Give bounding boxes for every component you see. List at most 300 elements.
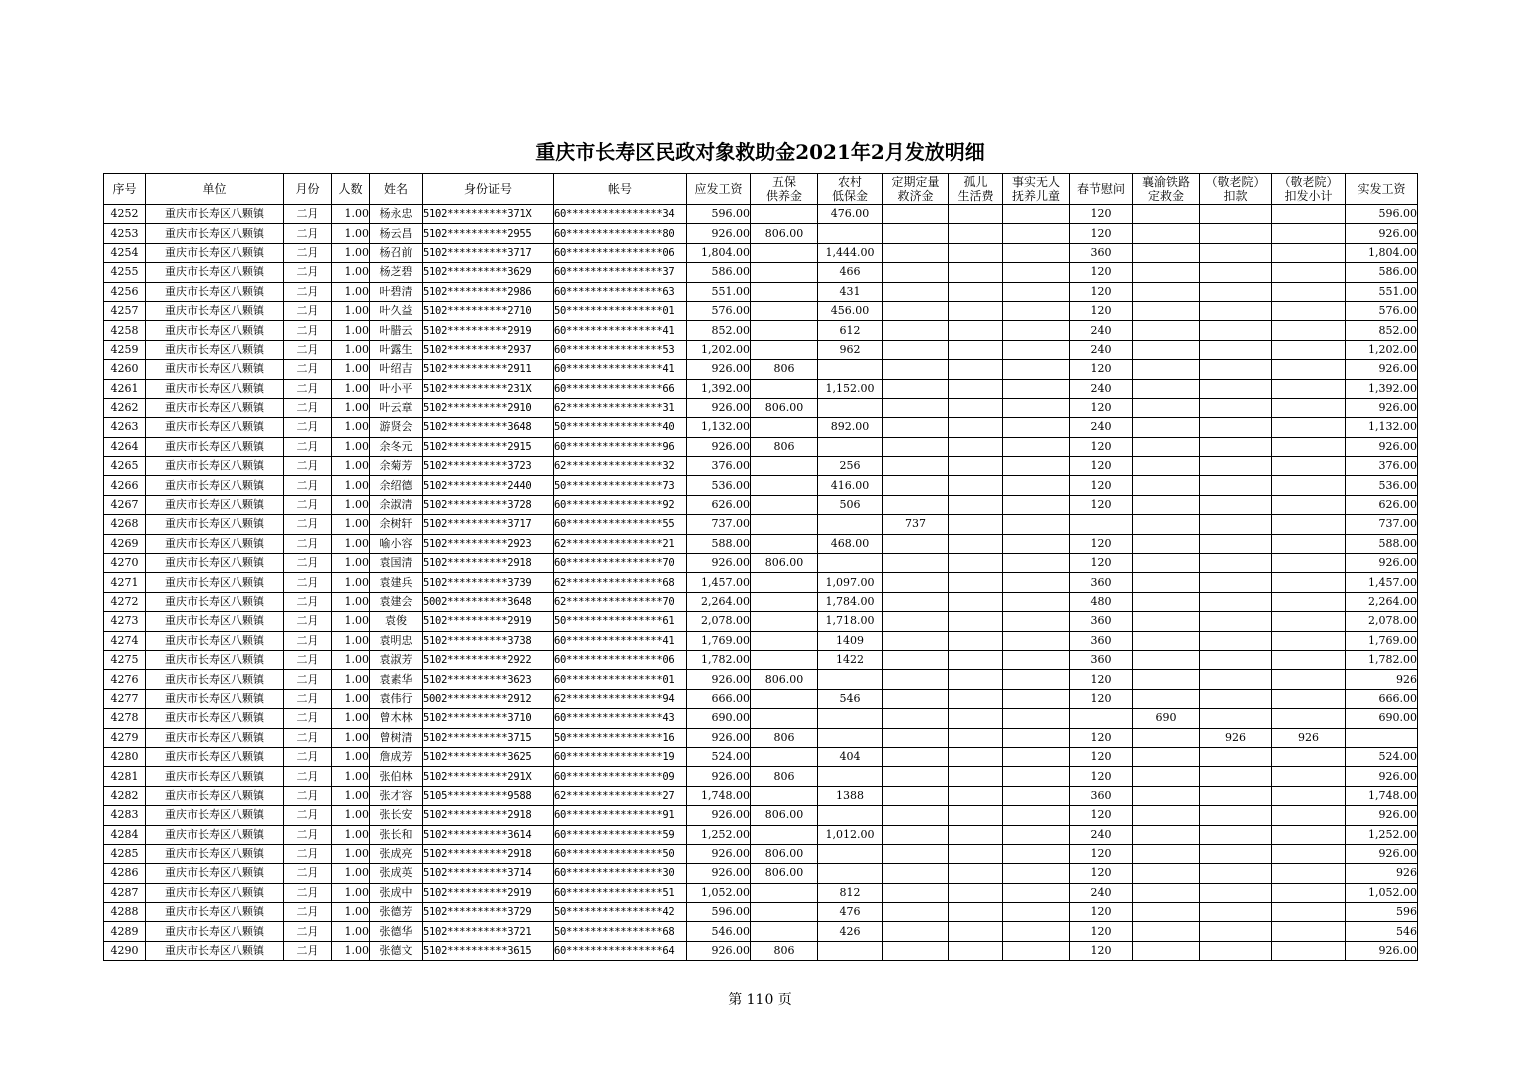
table-row: [104, 476, 1418, 495]
col-gross-pay-cell: 524.00: [687, 747, 751, 766]
col-gross-pay-cell: 576.00: [687, 301, 751, 320]
col-unattended-children-cell: [1003, 922, 1070, 941]
col-name-cell: 张长和: [370, 825, 423, 844]
col-gross-pay-cell: 596.00: [687, 903, 751, 922]
col-name-cell: 张伯林: [370, 767, 423, 786]
col-month-cell: 二月: [284, 515, 332, 534]
col-name-cell: 袁素华: [370, 670, 423, 689]
col-unit-cell: 重庆市长寿区八颗镇: [146, 670, 284, 689]
col-railway-relief-cell: [1133, 864, 1200, 883]
col-periodic-relief-cell: [883, 844, 949, 863]
col-five-guarantee-cell: 806.00: [751, 554, 818, 573]
col-railway-relief-cell: [1133, 922, 1200, 941]
col-id-number-cell: 5102**********2919: [423, 321, 554, 340]
col-month-cell: 二月: [284, 689, 332, 708]
col-unattended-children-cell: [1003, 709, 1070, 728]
col-net-pay-cell: 576.00: [1346, 301, 1418, 320]
col-nursing-deduction-cell: 926: [1200, 728, 1272, 747]
col-account-cell: 60****************53: [554, 340, 687, 359]
col-count-cell: 1.00: [332, 806, 370, 825]
col-account-cell: 60****************63: [554, 282, 687, 301]
col-index-cell: 4255: [104, 263, 146, 282]
table-row: [104, 864, 1418, 883]
col-month-cell: 二月: [284, 398, 332, 417]
col-index-cell: 4264: [104, 437, 146, 456]
col-name-cell: 余淑清: [370, 495, 423, 514]
col-count-cell: 1.00: [332, 360, 370, 379]
col-railway-relief-cell: [1133, 379, 1200, 398]
col-month-cell: 二月: [284, 650, 332, 669]
col-orphan-allowance-cell: [949, 903, 1003, 922]
table-row: [104, 612, 1418, 631]
col-month-cell: 二月: [284, 825, 332, 844]
col-spring-festival-cell: 120: [1070, 282, 1133, 301]
col-nursing-subtotal-cell: [1272, 243, 1346, 262]
col-spring-festival-cell: 120: [1070, 476, 1133, 495]
col-id-number-cell: 5102**********3717: [423, 243, 554, 262]
col-rural-subsistence-cell: 546: [818, 689, 883, 708]
table-row: [104, 263, 1418, 282]
col-count-cell: 1.00: [332, 573, 370, 592]
col-index-cell: 4279: [104, 728, 146, 747]
col-rural-subsistence-cell: 506: [818, 495, 883, 514]
col-nursing-deduction-cell: [1200, 806, 1272, 825]
col-count-cell: 1.00: [332, 747, 370, 766]
col-unattended-children-cell: [1003, 612, 1070, 631]
col-periodic-relief-cell: [883, 747, 949, 766]
col-index-cell: 4259: [104, 340, 146, 359]
col-month-cell: 二月: [284, 631, 332, 650]
col-net-pay-cell: 524.00: [1346, 747, 1418, 766]
table-row: [104, 418, 1418, 437]
col-index-cell: 4271: [104, 573, 146, 592]
col-unattended-children-cell: [1003, 631, 1070, 650]
col-rural-subsistence-cell: 612: [818, 321, 883, 340]
col-orphan-allowance-cell: [949, 941, 1003, 960]
col-periodic-relief-cell: [883, 941, 949, 960]
col-unattended-children-cell: [1003, 844, 1070, 863]
table-row: [104, 554, 1418, 573]
col-index-cell: 4287: [104, 883, 146, 902]
col-count-cell: 1.00: [332, 534, 370, 553]
table-row: [104, 592, 1418, 611]
col-nursing-deduction-cell: [1200, 554, 1272, 573]
col-count-cell: 1.00: [332, 922, 370, 941]
col-railway-relief-cell: [1133, 321, 1200, 340]
col-gross-pay-cell: 1,748.00: [687, 786, 751, 805]
col-periodic-relief-cell: [883, 476, 949, 495]
col-index-cell: 4269: [104, 534, 146, 553]
col-gross-pay-cell: 588.00: [687, 534, 751, 553]
col-month-cell: 二月: [284, 340, 332, 359]
table-row: [104, 379, 1418, 398]
col-count-cell: 1.00: [332, 457, 370, 476]
table-row: [104, 767, 1418, 786]
col-unit-cell: 重庆市长寿区八颗镇: [146, 379, 284, 398]
col-id-number-cell: 5102**********231X: [423, 379, 554, 398]
col-unattended-children-cell: [1003, 592, 1070, 611]
col-unattended-children-cell: [1003, 650, 1070, 669]
col-gross-pay-cell: 926.00: [687, 767, 751, 786]
col-account-cell: 60****************80: [554, 224, 687, 243]
col-account-cell: 60****************70: [554, 554, 687, 573]
col-month-header: 月份: [284, 174, 332, 205]
col-nursing-subtotal-cell: [1272, 844, 1346, 863]
col-nursing-deduction-cell: [1200, 418, 1272, 437]
col-account-cell: 50****************40: [554, 418, 687, 437]
col-month-cell: 二月: [284, 418, 332, 437]
table-row: [104, 301, 1418, 320]
col-five-guarantee-cell: [751, 515, 818, 534]
col-rural-subsistence-cell: [818, 728, 883, 747]
col-rural-subsistence-cell: 1,097.00: [818, 573, 883, 592]
col-orphan-allowance-cell: [949, 243, 1003, 262]
col-railway-relief-cell: [1133, 806, 1200, 825]
col-unit-cell: 重庆市长寿区八颗镇: [146, 476, 284, 495]
col-nursing-subtotal-cell: [1272, 515, 1346, 534]
col-spring-festival-cell: 240: [1070, 340, 1133, 359]
col-month-cell: 二月: [284, 941, 332, 960]
table-row: [104, 631, 1418, 650]
col-nursing-deduction-cell: [1200, 224, 1272, 243]
col-orphan-allowance-cell: [949, 844, 1003, 863]
col-account-cell: 60****************41: [554, 360, 687, 379]
table-row: [104, 573, 1418, 592]
col-id-number-cell: 5102**********2923: [423, 534, 554, 553]
col-month-cell: 二月: [284, 573, 332, 592]
col-unattended-children-cell: [1003, 398, 1070, 417]
col-net-pay-cell: [1346, 728, 1418, 747]
col-railway-relief-cell: [1133, 224, 1200, 243]
col-month-cell: 二月: [284, 922, 332, 941]
col-nursing-subtotal-cell: [1272, 922, 1346, 941]
col-name-header: 姓名: [370, 174, 423, 205]
col-index-cell: 4281: [104, 767, 146, 786]
col-orphan-allowance-cell: [949, 922, 1003, 941]
col-name-cell: 曾树清: [370, 728, 423, 747]
col-orphan-allowance-cell: [949, 709, 1003, 728]
col-unit-cell: 重庆市长寿区八颗镇: [146, 282, 284, 301]
col-account-cell: 60****************41: [554, 321, 687, 340]
col-orphan-allowance-cell: [949, 398, 1003, 417]
col-net-pay-cell: 1,748.00: [1346, 786, 1418, 805]
col-count-cell: 1.00: [332, 767, 370, 786]
col-index-cell: 4284: [104, 825, 146, 844]
col-railway-relief-cell: [1133, 476, 1200, 495]
col-id-number-cell: 5102**********2440: [423, 476, 554, 495]
col-account-cell: 60****************59: [554, 825, 687, 844]
col-orphan-allowance-cell: [949, 592, 1003, 611]
col-five-guarantee-cell: [751, 709, 818, 728]
col-count-cell: 1.00: [332, 224, 370, 243]
col-name-cell: 杨芝碧: [370, 263, 423, 282]
col-spring-festival-cell: 120: [1070, 903, 1133, 922]
col-month-cell: 二月: [284, 495, 332, 514]
col-periodic-relief-cell: [883, 301, 949, 320]
col-rural-subsistence-cell: 476.00: [818, 205, 883, 224]
col-spring-festival-cell: 120: [1070, 806, 1133, 825]
col-gross-pay-cell: 690.00: [687, 709, 751, 728]
col-periodic-relief-cell: [883, 282, 949, 301]
col-net-pay-cell: 926.00: [1346, 437, 1418, 456]
table-row: [104, 321, 1418, 340]
col-net-pay-header: 实发工资: [1346, 174, 1418, 205]
col-count-cell: 1.00: [332, 321, 370, 340]
col-net-pay-cell: 1,202.00: [1346, 340, 1418, 359]
col-spring-festival-cell: 240: [1070, 825, 1133, 844]
col-unattended-children-cell: [1003, 864, 1070, 883]
col-five-guarantee-cell: 806.00: [751, 806, 818, 825]
col-orphan-allowance-cell: [949, 534, 1003, 553]
col-rural-subsistence-cell: [818, 670, 883, 689]
col-periodic-relief-cell: [883, 806, 949, 825]
col-railway-relief-cell: [1133, 282, 1200, 301]
col-unattended-children-cell: [1003, 321, 1070, 340]
col-rural-subsistence-cell: 1422: [818, 650, 883, 669]
col-unit-cell: 重庆市长寿区八颗镇: [146, 806, 284, 825]
col-unattended-children-cell: [1003, 670, 1070, 689]
col-nursing-deduction-cell: [1200, 243, 1272, 262]
col-gross-pay-cell: 926.00: [687, 398, 751, 417]
col-name-cell: 张德芳: [370, 903, 423, 922]
col-count-cell: 1.00: [332, 670, 370, 689]
col-name-cell: 张成亮: [370, 844, 423, 863]
col-spring-festival-cell: 120: [1070, 728, 1133, 747]
col-gross-pay-cell: 926.00: [687, 554, 751, 573]
col-net-pay-cell: 926.00: [1346, 767, 1418, 786]
col-periodic-relief-cell: [883, 864, 949, 883]
col-net-pay-cell: 666.00: [1346, 689, 1418, 708]
col-five-guarantee-cell: [751, 612, 818, 631]
col-nursing-deduction-cell: [1200, 205, 1272, 224]
table-row: [104, 360, 1418, 379]
col-id-number-cell: 5102**********2955: [423, 224, 554, 243]
col-gross-pay-cell: 926.00: [687, 670, 751, 689]
col-month-cell: 二月: [284, 554, 332, 573]
col-id-number-cell: 5102**********2910: [423, 398, 554, 417]
col-periodic-relief-cell: [883, 786, 949, 805]
col-orphan-allowance-cell: [949, 747, 1003, 766]
col-net-pay-cell: 1,804.00: [1346, 243, 1418, 262]
col-nursing-deduction-cell: [1200, 534, 1272, 553]
col-nursing-subtotal-cell: [1272, 903, 1346, 922]
col-net-pay-cell: 852.00: [1346, 321, 1418, 340]
col-unit-cell: 重庆市长寿区八颗镇: [146, 534, 284, 553]
col-unattended-children-cell: [1003, 883, 1070, 902]
col-nursing-subtotal-header: （敬老院） 扣发小计: [1272, 174, 1346, 205]
col-index-cell: 4283: [104, 806, 146, 825]
col-five-guarantee-cell: [751, 495, 818, 514]
col-rural-subsistence-cell: 404: [818, 747, 883, 766]
col-rural-subsistence-cell: [818, 398, 883, 417]
col-net-pay-cell: 926.00: [1346, 398, 1418, 417]
col-five-guarantee-cell: 806: [751, 767, 818, 786]
col-name-cell: 叶小平: [370, 379, 423, 398]
col-nursing-deduction-cell: [1200, 398, 1272, 417]
col-index-cell: 4252: [104, 205, 146, 224]
col-id-number-cell: 5102**********2922: [423, 650, 554, 669]
col-gross-pay-cell: 1,202.00: [687, 340, 751, 359]
col-unit-cell: 重庆市长寿区八颗镇: [146, 243, 284, 262]
col-rural-subsistence-cell: [818, 437, 883, 456]
col-periodic-relief-cell: [883, 709, 949, 728]
col-name-cell: 袁建会: [370, 592, 423, 611]
col-rural-subsistence-cell: 468.00: [818, 534, 883, 553]
col-unit-cell: 重庆市长寿区八颗镇: [146, 941, 284, 960]
relief-fund-table: [103, 173, 1418, 961]
col-unattended-children-cell: [1003, 457, 1070, 476]
col-periodic-relief-cell: [883, 883, 949, 902]
col-id-number-cell: 5102**********3648: [423, 418, 554, 437]
col-spring-festival-cell: 120: [1070, 747, 1133, 766]
col-nursing-subtotal-cell: [1272, 360, 1346, 379]
col-nursing-subtotal-cell: [1272, 554, 1346, 573]
col-unit-cell: 重庆市长寿区八颗镇: [146, 689, 284, 708]
col-periodic-relief-cell: [883, 534, 949, 553]
col-id-number-cell: 5102**********2986: [423, 282, 554, 301]
col-gross-pay-cell: 1,052.00: [687, 883, 751, 902]
col-unattended-children-cell: [1003, 379, 1070, 398]
col-five-guarantee-cell: [751, 786, 818, 805]
col-gross-pay-cell: 1,392.00: [687, 379, 751, 398]
col-rural-subsistence-cell: [818, 767, 883, 786]
col-index-cell: 4275: [104, 650, 146, 669]
col-five-guarantee-cell: [751, 418, 818, 437]
col-spring-festival-cell: 360: [1070, 573, 1133, 592]
col-net-pay-cell: 737.00: [1346, 515, 1418, 534]
col-name-cell: 杨云昌: [370, 224, 423, 243]
col-railway-relief-cell: [1133, 573, 1200, 592]
col-railway-relief-cell: 690: [1133, 709, 1200, 728]
col-nursing-subtotal-cell: [1272, 941, 1346, 960]
col-account-cell: 60****************06: [554, 243, 687, 262]
table-row: [104, 398, 1418, 417]
col-net-pay-cell: 926: [1346, 864, 1418, 883]
col-nursing-deduction-cell: [1200, 573, 1272, 592]
col-net-pay-cell: 2,078.00: [1346, 612, 1418, 631]
col-railway-relief-cell: [1133, 612, 1200, 631]
col-railway-relief-cell: [1133, 398, 1200, 417]
col-spring-festival-cell: 120: [1070, 844, 1133, 863]
col-month-cell: 二月: [284, 592, 332, 611]
col-spring-festival-cell: 240: [1070, 321, 1133, 340]
col-spring-festival-cell: 120: [1070, 437, 1133, 456]
col-nursing-subtotal-cell: [1272, 883, 1346, 902]
col-periodic-relief-cell: [883, 728, 949, 747]
col-unattended-children-cell: [1003, 437, 1070, 456]
col-unit-cell: 重庆市长寿区八颗镇: [146, 922, 284, 941]
col-net-pay-cell: 1,132.00: [1346, 418, 1418, 437]
col-periodic-relief-cell: [883, 670, 949, 689]
col-name-cell: 杨召前: [370, 243, 423, 262]
col-net-pay-cell: 586.00: [1346, 263, 1418, 282]
col-gross-pay-cell: 926.00: [687, 864, 751, 883]
col-count-cell: 1.00: [332, 786, 370, 805]
col-gross-pay-cell: 546.00: [687, 922, 751, 941]
col-nursing-deduction-cell: [1200, 301, 1272, 320]
col-net-pay-cell: 1,457.00: [1346, 573, 1418, 592]
col-count-cell: 1.00: [332, 340, 370, 359]
col-spring-festival-cell: 120: [1070, 205, 1133, 224]
col-net-pay-cell: 596: [1346, 903, 1418, 922]
col-gross-pay-cell: 586.00: [687, 263, 751, 282]
col-id-number-cell: 5102**********2918: [423, 554, 554, 573]
col-rural-subsistence-cell: 1,718.00: [818, 612, 883, 631]
col-periodic-relief-cell: [883, 263, 949, 282]
col-gross-pay-cell: 926.00: [687, 806, 751, 825]
col-count-cell: 1.00: [332, 903, 370, 922]
col-name-cell: 袁建兵: [370, 573, 423, 592]
table-row: [104, 457, 1418, 476]
col-spring-festival-cell: 120: [1070, 224, 1133, 243]
col-spring-festival-cell: [1070, 709, 1133, 728]
col-periodic-relief-cell: [883, 457, 949, 476]
table-row: [104, 806, 1418, 825]
col-nursing-subtotal-cell: [1272, 534, 1346, 553]
col-account-cell: 62****************21: [554, 534, 687, 553]
col-unit-cell: 重庆市长寿区八颗镇: [146, 728, 284, 747]
col-nursing-deduction-cell: [1200, 689, 1272, 708]
col-periodic-relief-cell: [883, 360, 949, 379]
col-id-number-cell: 5102**********2919: [423, 612, 554, 631]
table-row: [104, 340, 1418, 359]
col-orphan-allowance-cell: [949, 379, 1003, 398]
col-unattended-children-cell: [1003, 224, 1070, 243]
col-gross-pay-cell: 596.00: [687, 205, 751, 224]
col-orphan-allowance-cell: [949, 263, 1003, 282]
col-unattended-children-cell: [1003, 263, 1070, 282]
table-row: [104, 883, 1418, 902]
col-name-cell: 余冬元: [370, 437, 423, 456]
col-nursing-deduction-cell: [1200, 767, 1272, 786]
col-railway-relief-cell: [1133, 631, 1200, 650]
col-count-cell: 1.00: [332, 689, 370, 708]
col-spring-festival-cell: 240: [1070, 883, 1133, 902]
col-name-cell: 余菊芳: [370, 457, 423, 476]
col-unattended-children-cell: [1003, 360, 1070, 379]
col-net-pay-cell: 1,252.00: [1346, 825, 1418, 844]
col-nursing-deduction-cell: [1200, 941, 1272, 960]
col-five-guarantee-cell: [751, 205, 818, 224]
col-orphan-allowance-cell: [949, 224, 1003, 243]
col-net-pay-cell: 536.00: [1346, 476, 1418, 495]
col-month-cell: 二月: [284, 747, 332, 766]
col-count-cell: 1.00: [332, 398, 370, 417]
col-unit-cell: 重庆市长寿区八颗镇: [146, 340, 284, 359]
col-net-pay-cell: 376.00: [1346, 457, 1418, 476]
col-account-cell: 60****************19: [554, 747, 687, 766]
col-five-guarantee-cell: [751, 457, 818, 476]
col-name-cell: 叶绍吉: [370, 360, 423, 379]
col-gross-pay-cell: 926.00: [687, 844, 751, 863]
col-unattended-children-cell: [1003, 495, 1070, 514]
col-spring-festival-cell: 240: [1070, 379, 1133, 398]
col-count-cell: 1.00: [332, 883, 370, 902]
page-number: 第 110 页: [728, 992, 792, 1008]
col-unit-cell: 重庆市长寿区八颗镇: [146, 592, 284, 611]
col-periodic-relief-cell: [883, 554, 949, 573]
col-unit-cell: 重庆市长寿区八颗镇: [146, 418, 284, 437]
col-id-number-cell: 5102**********3717: [423, 515, 554, 534]
col-net-pay-cell: 626.00: [1346, 495, 1418, 514]
col-nursing-deduction-cell: [1200, 515, 1272, 534]
col-orphan-allowance-cell: [949, 631, 1003, 650]
col-id-number-cell: 5102**********2919: [423, 883, 554, 902]
col-id-number-cell: 5102**********371X: [423, 205, 554, 224]
col-periodic-relief-cell: [883, 340, 949, 359]
col-nursing-subtotal-cell: [1272, 689, 1346, 708]
table-row: [104, 844, 1418, 863]
